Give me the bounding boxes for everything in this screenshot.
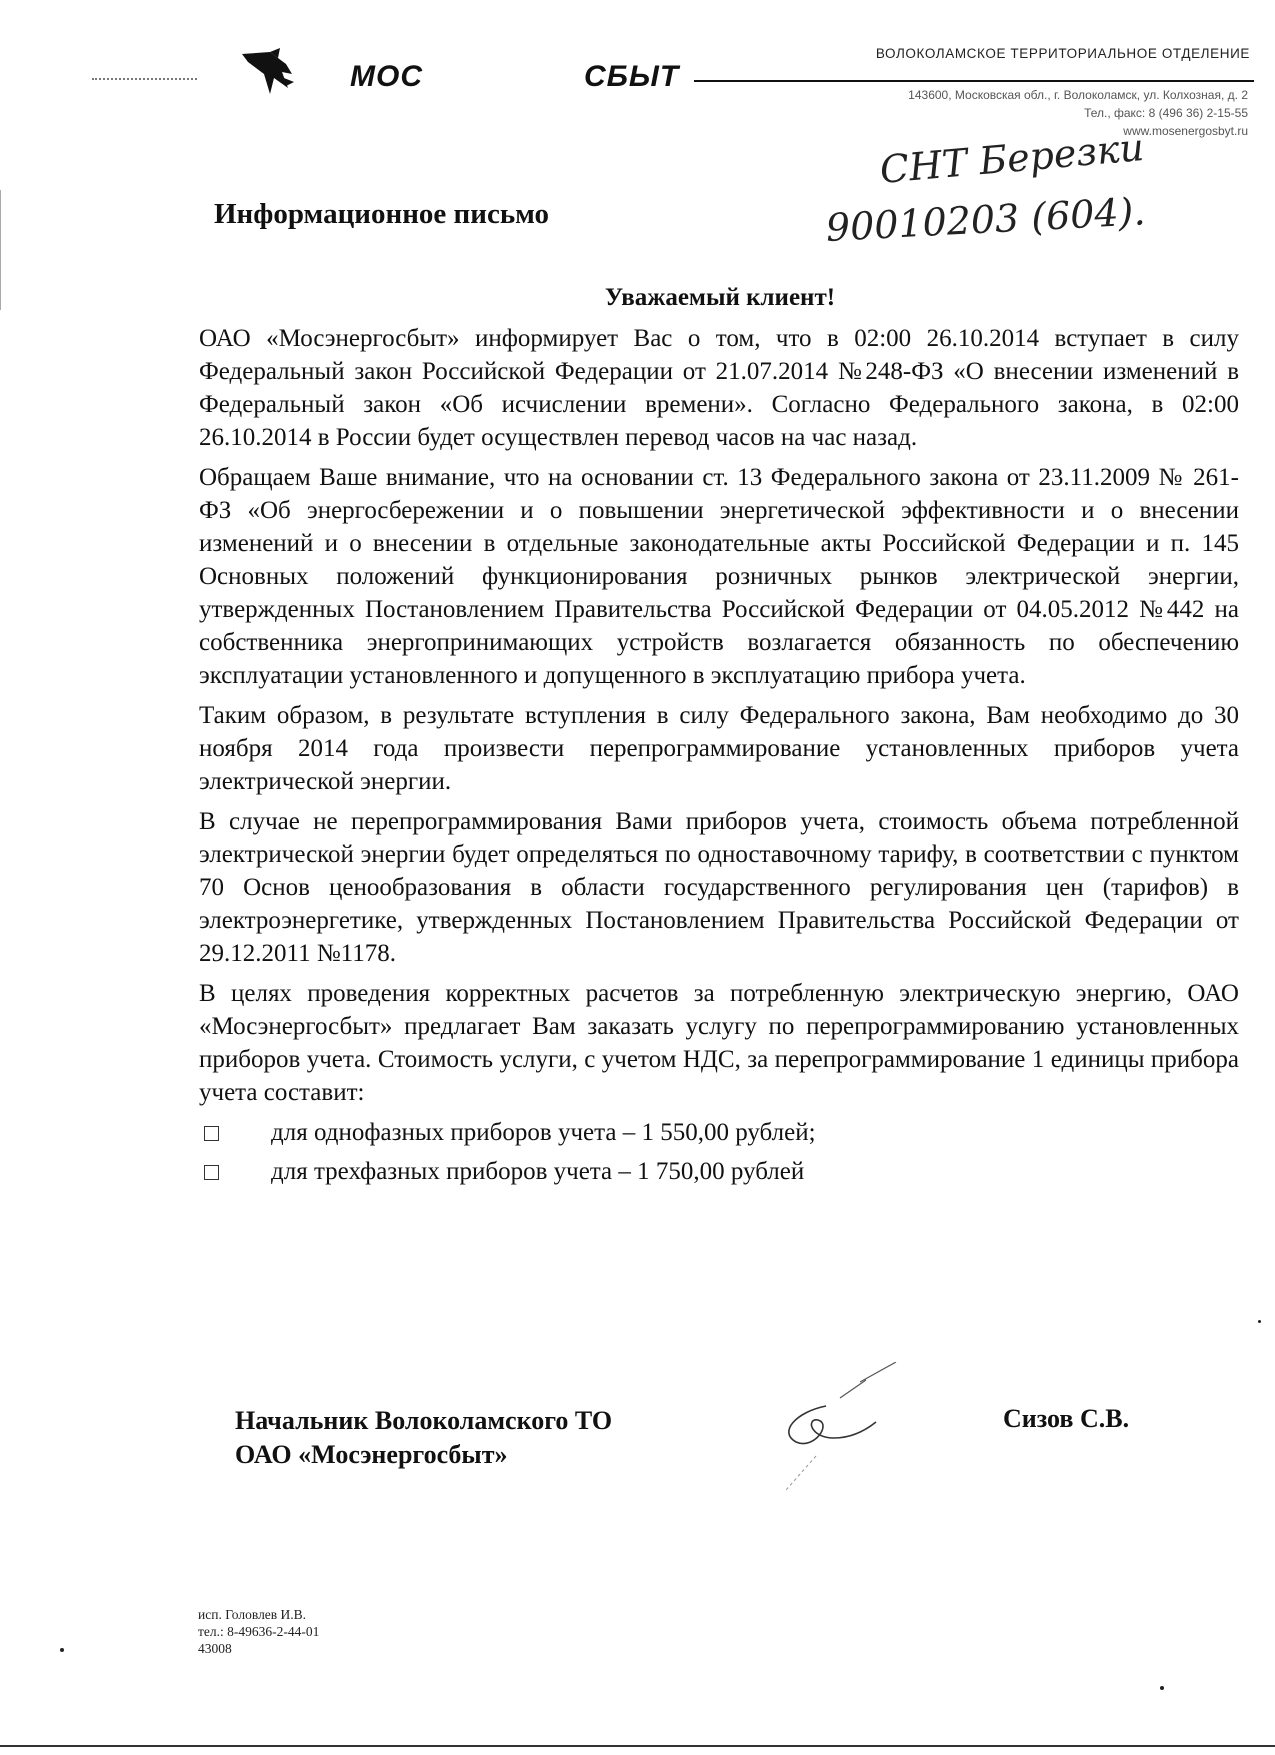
branch-phone: Тел., факс: 8 (496 36) 2-15-55 xyxy=(1084,106,1248,120)
brand-sbyt: СБЫТ xyxy=(584,60,680,93)
body-paragraph-3: Таким образом, в результате вступления в силу Федерального закона, Вам необходимо до 30 ноября 2014 года произвести перепрограммирование установленных приборов учета электрической энергии. xyxy=(199,702,1239,795)
brand-mos: МОС xyxy=(350,60,423,93)
price-item-text: для однофазных приборов учета – 1 550,00 рублей; xyxy=(271,1119,816,1146)
handwritten-note-line2: 90010203 (604). xyxy=(824,189,1147,250)
body-paragraph-5: В целях проведения корректных расчетов за потребленную электрическую энергию, ОАО «Мосэнергосбыт» предлагает Вам заказать услугу по перепрограммированию установленных приборов учета. Стоимость услуги, с учетом НДС, за перепрограммирование 1 единицы прибора учета составит: xyxy=(199,980,1239,1106)
executor-phone: тел.: 8-49636-2-44-01 xyxy=(198,1624,320,1639)
signatory-position-line2: ОАО «Мосэнергосбыт» xyxy=(235,1440,508,1469)
branch-website: www.mosenergosbyt.ru xyxy=(1123,124,1248,138)
signatory-name: Сизов С.В. xyxy=(1003,1404,1130,1433)
executor-info xyxy=(198,1606,319,1657)
document-title: Информационное письмо xyxy=(214,198,550,230)
letterhead-rule xyxy=(694,80,1254,82)
executor-name: исп. Головлев И.В. xyxy=(198,1607,307,1622)
mosenergosbyt-logo-icon xyxy=(240,48,296,98)
branch-name: ВОЛОКОЛАМСКОЕ ТЕРРИТОРИАЛЬНОЕ ОТДЕЛЕНИЕ xyxy=(875,46,1250,61)
letter-body xyxy=(199,322,1239,1194)
body-paragraph-4: В случае не перепрограммирования Вами приборов учета, стоимость объема потребленной электрической энергии будет определяться по одноставочному тарифу, в соответствии с пунктом 70 Основ ценообразования в области государственного регулирования цен (тарифов) в электроэнергетике, утвержденных Постановлением Правительства Российской Федерации от 29.12.2011 №1178. xyxy=(199,808,1239,967)
signatory-position xyxy=(235,1404,612,1472)
scan-speck xyxy=(60,1648,64,1652)
scan-speck xyxy=(1160,1686,1164,1690)
body-paragraph-1: ОАО «Мосэнергосбыт» информирует Вас о том, что в 02:00 26.10.2014 вступает в силу Федеральный закон Российской Федерации от 21.07.2014 №248-ФЗ «О внесении изменений в Федеральный закон «Об исчислении времени». Согласно Федерального закона, в 02:00 26.10.2014 в России будет осуществлен перевод часов на час назад. xyxy=(199,325,1239,451)
price-item-single-phase xyxy=(199,1116,1239,1149)
scan-speck xyxy=(1258,1320,1261,1323)
signatory-position-line1: Начальник Волоколамского ТО xyxy=(235,1406,613,1435)
document-code: 43008 xyxy=(198,1641,232,1656)
checkbox-bullet-icon xyxy=(204,1165,219,1180)
price-item-text: для трехфазных приборов учета – 1 750,00 рублей xyxy=(271,1158,805,1185)
decorative-dotted-mark xyxy=(92,78,197,80)
handwritten-signature xyxy=(756,1362,916,1492)
body-paragraph-2: Обращаем Ваше внимание, что на основании ст. 13 Федерального закона от 23.11.2009 № 261-ФЗ «Об энергосбережении и о повышении энергетической эффективности и о внесении изменений и о внесении в отдельные законодательные акты Российской Федерации и п. 145 Основных положений функционирования розничных рынков электрической энергии, утвержденных Постановлением Правительства Российской Федерации от 04.05.2012 №442 на собственника энергопринимающих устройств возлагается обязанность по обеспечению эксплуатации установленного и допущенного в эксплуатацию прибора учета. xyxy=(199,464,1239,689)
branch-address: 143600, Московская обл., г. Волоколамск, ул. Колхозная, д. 2 xyxy=(908,88,1248,102)
salutation: Уважаемый клиент! xyxy=(604,284,836,311)
price-item-three-phase xyxy=(199,1155,1239,1188)
scan-bottom-edge xyxy=(0,1745,1275,1747)
handwritten-note-line1: СНТ Березки xyxy=(878,125,1146,192)
checkbox-bullet-icon xyxy=(204,1126,219,1141)
scan-edge-line xyxy=(0,190,1,310)
